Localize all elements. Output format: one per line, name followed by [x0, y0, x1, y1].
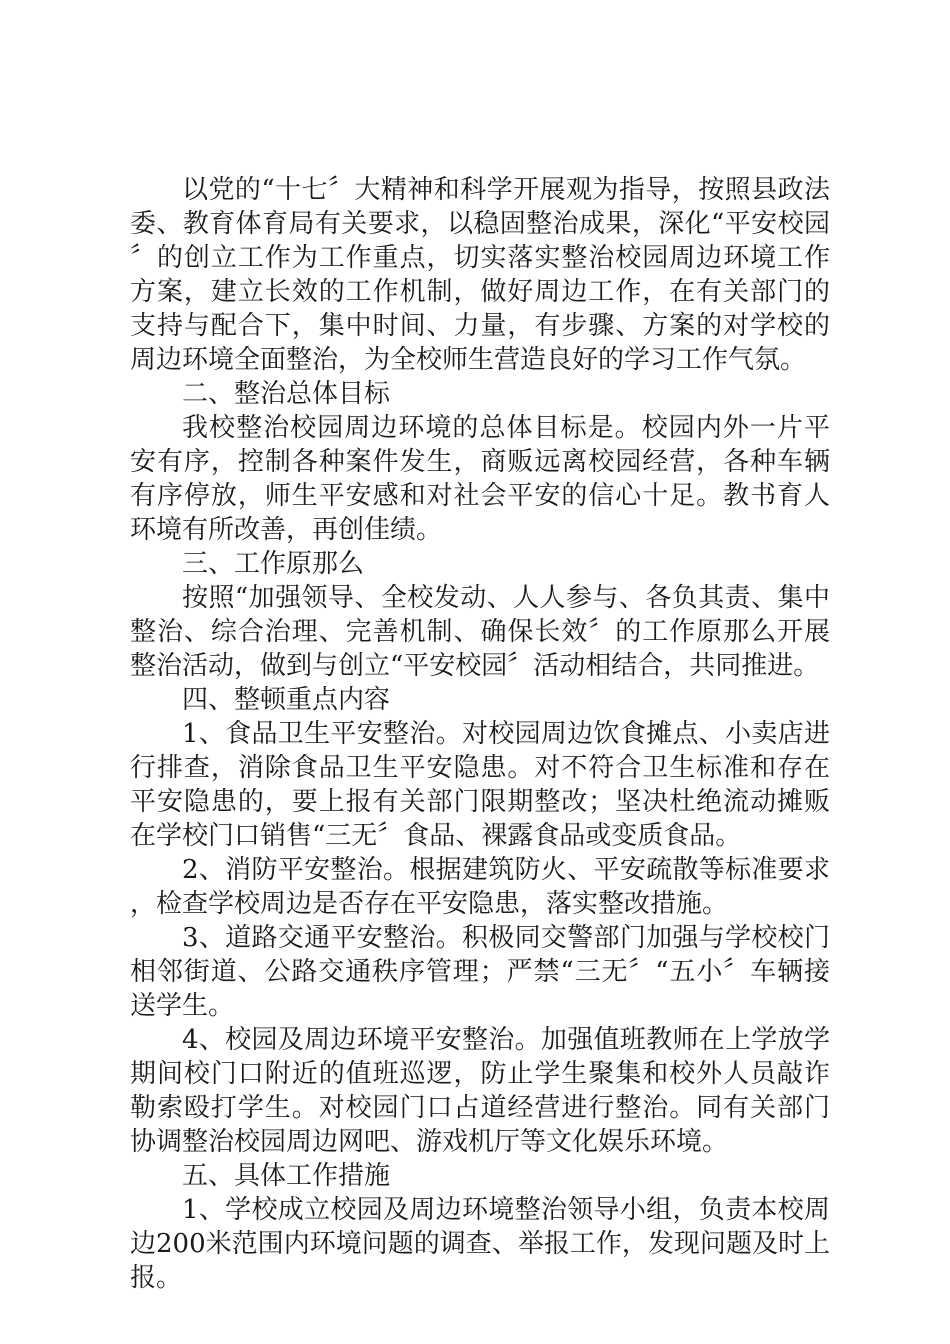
document-page	[130, 173, 830, 1295]
paragraph-food-safety: 1、食品卫生平安整治。对校园周边饮食摊点、小卖店进行排查，消除食品卫生平安隐患。对不符合卫生标准和存在平安隐患的，要上报有关部门限期整改；坚决杜绝流动摊贩在学校门口销售“三无〞食品、裸露食品或变质食品。	[130, 719, 830, 851]
heading-key-content: 四、整顿重点内容	[182, 685, 391, 715]
paragraph-leading-group: 1、学校成立校园及周边环境整治领导小组，负责本校周边200米范围内环境问题的调查、举报工作，发现问题及时上报。	[130, 1195, 830, 1293]
paragraph-overall-goal: 我校整治校园周边环境的总体目标是。校园内外一片平安有序，控制各种案件发生，商贩远离校园经营，各种车辆有序停放，师生平安感和对社会平安的信心十足。教书育人环境有所改善，再创佳绩。	[130, 413, 830, 545]
heading-overall-goal: 二、整治总体目标	[182, 379, 391, 409]
paragraph-fire-safety: 2、消防平安整治。根据建筑防火、平安疏散等标准要求，检查学校周边是否存在平安隐患，落实整改措施。	[130, 855, 830, 919]
heading-work-principles: 三、工作原那么	[182, 549, 365, 579]
paragraph-traffic-safety: 3、道路交通平安整治。积极同交警部门加强与学校校门相邻街道、公路交通秩序管理；严禁“三无〞“五小〞车辆接送学生。	[130, 923, 830, 1021]
paragraph-campus-environment: 4、校园及周边环境平安整治。加强值班教师在上学放学期间校门口附近的值班巡逻，防止学生聚集和校外人员敲诈勒索殴打学生。对校园门口占道经营进行整治。同有关部门协调整治校园周边网吧、游戏机厅等文化娱乐环境。	[130, 1025, 830, 1157]
paragraph-guiding-ideology: 以党的“十七〞大精神和科学开展观为指导，按照县政法委、教育体育局有关要求，以稳固整治成果，深化“平安校园〞的创立工作为工作重点，切实落实整治校园周边环境工作方案，建立长效的工作机制，做好周边工作，在有关部门的支持与配合下，集中时间、力量，有步骤、方案的对学校的周边环境全面整治，为全校师生营造良好的学习工作气氛。	[130, 175, 830, 375]
paragraph-work-principles: 按照“加强领导、全校发动、人人参与、各负其责、集中整治、综合治理、完善机制、确保长效〞的工作原那么开展整治活动，做到与创立“平安校园〞活动相结合，共同推进。	[130, 583, 830, 681]
heading-specific-measures: 五、具体工作措施	[182, 1161, 391, 1191]
